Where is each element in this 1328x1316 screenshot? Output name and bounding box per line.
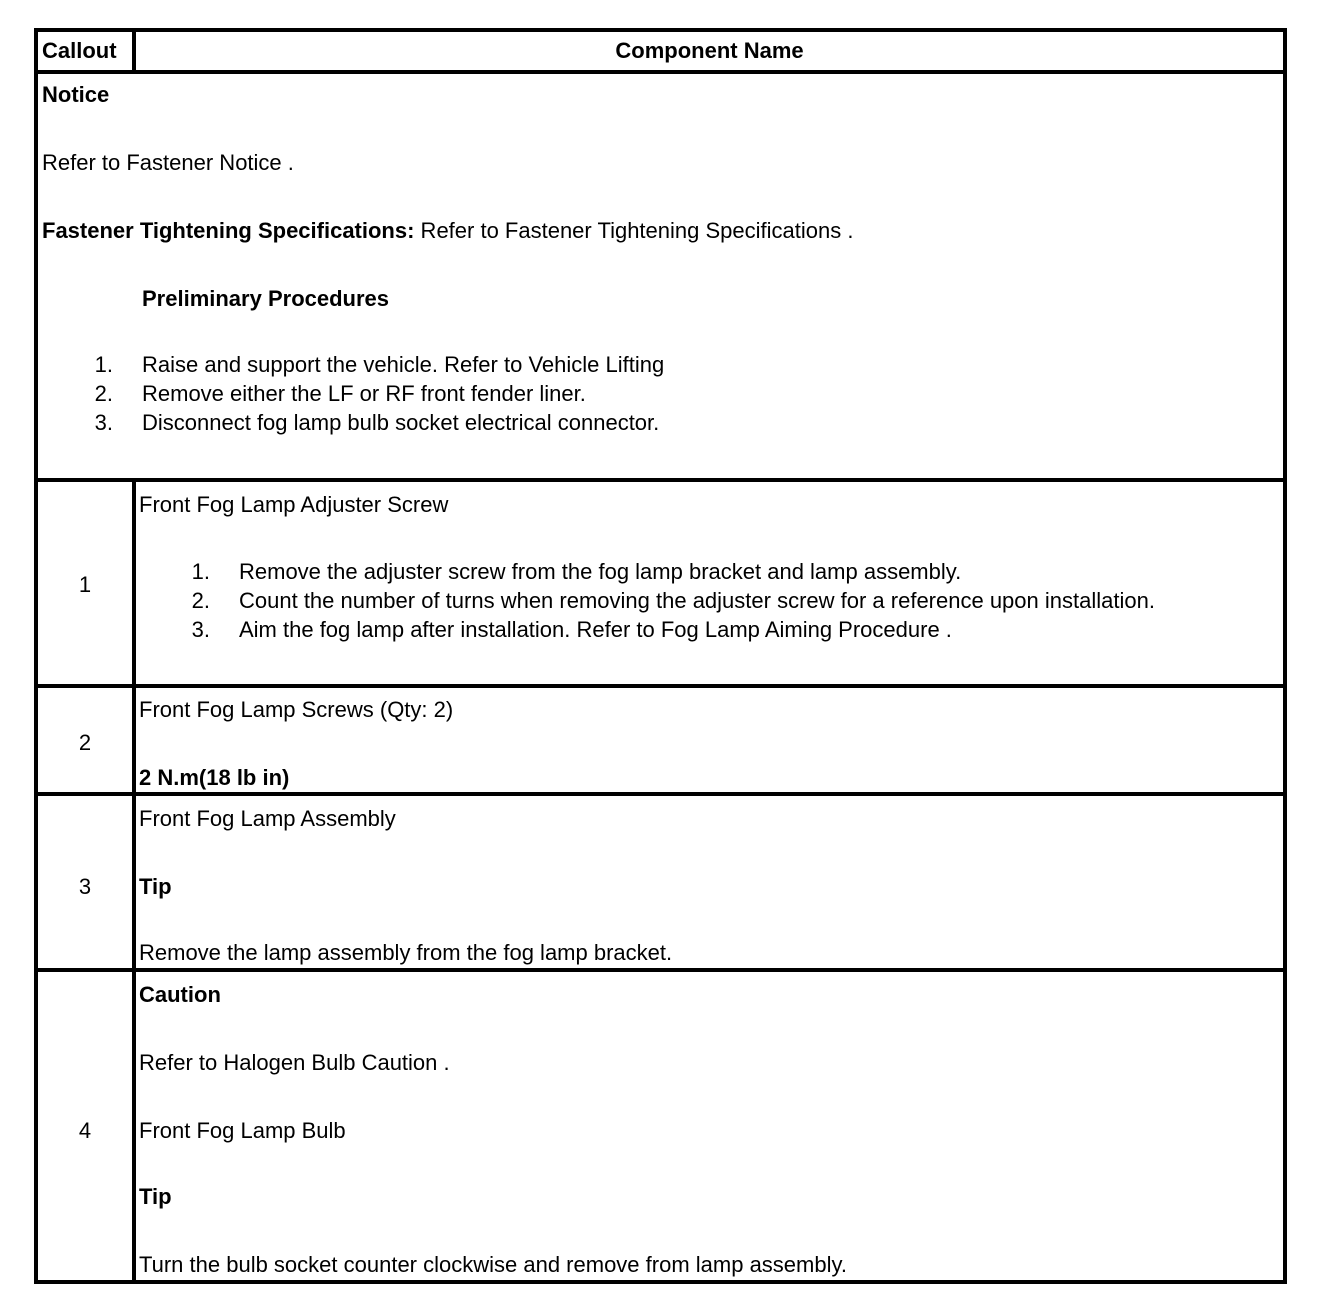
table-row	[38, 688, 1283, 792]
tip-text: Remove the lamp assembly from the fog lamp bracket.	[139, 940, 673, 965]
callout-number: 4	[78, 1118, 92, 1143]
callout-number: 2	[78, 730, 92, 755]
column-divider	[132, 972, 136, 1280]
tip-label: Tip	[139, 1184, 172, 1209]
notice-block: Notice Refer to Fastener Notice . Fastener Tightening Specifications: Refer to Fastener Tightening Specifications . Preliminary Procedures 1. Raise and support the vehicle. Refer to Vehicle Lifting 2. Remove either the LF or RF front fender liner. 3. Disconnect fog lamp bulb socket electrical connector.	[42, 82, 854, 435]
table-row	[38, 796, 1283, 968]
notice-text: Refer to Fastener Notice .	[42, 150, 294, 175]
caution-label: Caution	[139, 982, 221, 1007]
torque-spec: 2 N.m(18 lb in)	[139, 765, 290, 790]
column-divider	[132, 796, 136, 968]
component-title: Front Fog Lamp Bulb	[139, 1118, 346, 1143]
table-row	[38, 972, 1283, 1280]
fastener-spec-label: Fastener Tightening Specifications:	[42, 218, 415, 243]
preliminary-procedures-title: Preliminary Procedures	[142, 286, 390, 311]
column-divider	[132, 688, 136, 792]
header-column-divider	[132, 32, 136, 70]
notice-title: Notice	[42, 82, 110, 107]
component-title: Front Fog Lamp Screws (Qty: 2)	[139, 697, 454, 722]
callout-number: 1	[78, 572, 92, 597]
column-divider	[132, 482, 136, 684]
table-header-row	[38, 32, 1283, 70]
header-component-name: Component Name	[615, 38, 804, 63]
tip-text: Turn the bulb socket counter clockwise and remove from lamp assembly.	[139, 1252, 847, 1277]
fastener-spec-text: Refer to Fastener Tightening Specifications .	[414, 218, 854, 243]
component-table	[34, 28, 1287, 1284]
callout-number: 3	[78, 874, 92, 899]
table-row: 1 Front Fog Lamp Adjuster Screw 1. Remove the adjuster screw from the fog lamp bracket and lamp assembly. 2. Count the number of turns when removing the adjuster screw for a reference upon installation. 3. Aim the fog lamp after installation. Refer to Fog Lamp Aiming Procedure .	[38, 482, 1283, 684]
fastener-spec-line	[42, 220, 853, 242]
tip-label: Tip	[139, 874, 172, 899]
header-callout: Callout	[42, 38, 117, 63]
caution-text: Refer to Halogen Bulb Caution .	[139, 1050, 450, 1075]
component-title: Front Fog Lamp Adjuster Screw	[139, 492, 449, 517]
component-title: Front Fog Lamp Assembly	[139, 806, 396, 831]
